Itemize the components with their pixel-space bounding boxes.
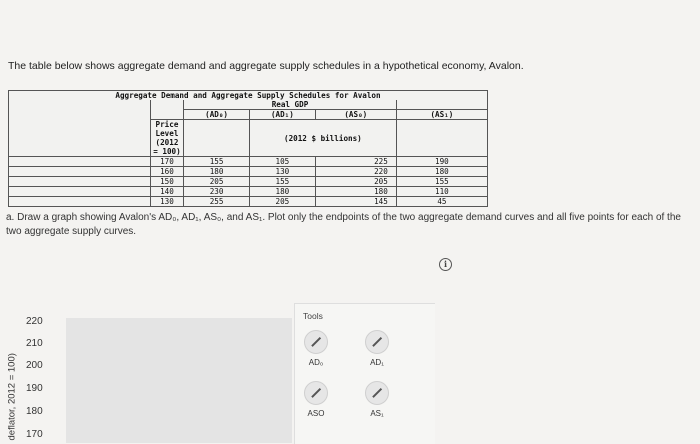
table-subtitle: Real GDP: [184, 100, 397, 110]
tool-label: AS₁: [370, 409, 384, 418]
as0-cell: 225: [315, 157, 396, 167]
as1-cell: 180: [396, 167, 487, 177]
table-units-row: [9, 120, 488, 157]
tool-ad0-button[interactable]: [298, 330, 334, 367]
units-label: (2012 $ billions): [249, 120, 396, 157]
price-cell: 140: [150, 187, 183, 197]
tools-title: Tools: [303, 311, 323, 321]
ad1-cell: 130: [249, 167, 315, 177]
table-row: [9, 177, 488, 187]
table-title-row: [9, 91, 488, 101]
intro-text: The table below shows aggregate demand and aggregate supply schedules in a hypothetical economy, Avalon.: [8, 60, 524, 72]
line-tool-icon: [304, 381, 328, 405]
line-tool-icon: [304, 330, 328, 354]
ad1-cell: 105: [249, 157, 315, 167]
as1-cell: 190: [396, 157, 487, 167]
y-axis-label: deflator, 2012 = 100): [6, 353, 18, 441]
as1-cell: 155: [396, 177, 487, 187]
price-cell: 170: [150, 157, 183, 167]
y-tick-label: 180: [26, 406, 43, 417]
ad1-cell: 205: [249, 197, 315, 207]
col-header-as1: (AS₁): [396, 110, 487, 120]
col-header-ad1: (AD₁): [249, 110, 315, 120]
schedule-table: [8, 90, 488, 207]
ad0-cell: 205: [184, 177, 250, 187]
price-header: Price Level (2012 = 100): [150, 120, 183, 157]
table-row: [9, 157, 488, 167]
price-cell: 130: [150, 197, 183, 207]
col-header-as0: (AS₀): [315, 110, 396, 120]
y-tick-label: 200: [26, 360, 43, 371]
ad0-cell: 155: [184, 157, 250, 167]
col-header-ad0: (AD₀): [184, 110, 250, 120]
ad0-cell: 230: [184, 187, 250, 197]
ad0-cell: 255: [184, 197, 250, 207]
table-row: [9, 167, 488, 177]
tool-as0-button[interactable]: [298, 381, 334, 418]
tools-panel: [294, 303, 435, 444]
ad0-cell: 180: [184, 167, 250, 177]
price-cell: 150: [150, 177, 183, 187]
y-tick-label: 190: [26, 383, 43, 394]
table-header-row: [9, 110, 488, 120]
as0-cell: 145: [315, 197, 396, 207]
ad1-cell: 180: [249, 187, 315, 197]
tool-label: AD₁: [370, 358, 384, 367]
tool-ad1-button[interactable]: [359, 330, 395, 367]
as0-cell: 220: [315, 167, 396, 177]
as1-cell: 110: [396, 187, 487, 197]
y-tick-label: 170: [26, 429, 43, 440]
as0-cell: 205: [315, 177, 396, 187]
table-title: Aggregate Demand and Aggregate Supply Schedules for Avalon: [9, 91, 488, 101]
line-tool-icon: [365, 381, 389, 405]
question-text: a. Draw a graph showing Avalon's AD₀, AD₁, AS₀, and AS₁. Plot only the endpoints of the two aggregate demand curves and all five points for each of the two aggregate supply curves.: [6, 212, 681, 237]
tool-label: ASO: [307, 409, 325, 418]
tool-label: AD₀: [308, 358, 324, 367]
graph-plot-area[interactable]: [66, 318, 292, 443]
price-cell: 160: [150, 167, 183, 177]
table-row: [9, 197, 488, 207]
ad1-cell: 155: [249, 177, 315, 187]
line-tool-icon: [365, 330, 389, 354]
y-tick-label: 210: [26, 338, 43, 349]
info-icon[interactable]: i: [439, 258, 452, 271]
y-tick-label: 220: [26, 316, 43, 327]
tool-as1-button[interactable]: [359, 381, 395, 418]
as0-cell: 180: [315, 187, 396, 197]
as1-cell: 45: [396, 197, 487, 207]
table-subtitle-row: [9, 100, 488, 110]
table-row: [9, 187, 488, 197]
